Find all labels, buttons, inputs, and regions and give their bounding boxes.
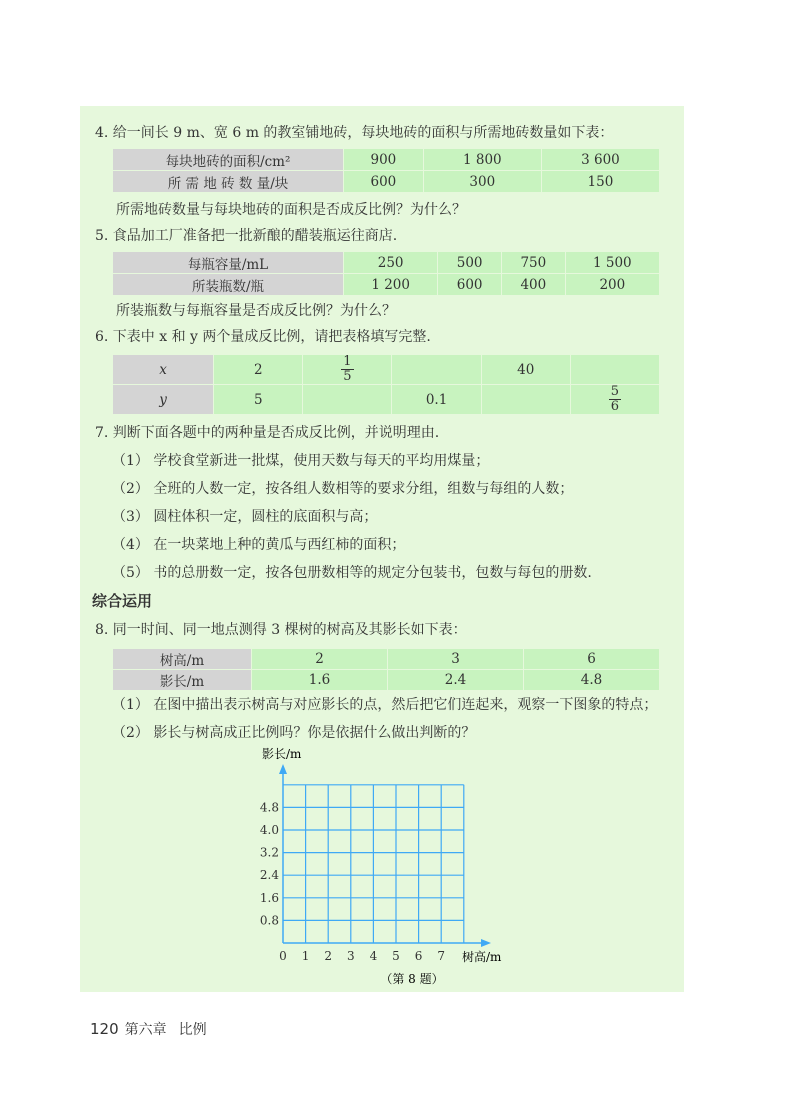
q4-row1-label: 每块地砖的面积/cm²	[113, 149, 344, 171]
x-tick-label: 2	[324, 949, 333, 963]
q8-table	[112, 648, 660, 691]
q4-cell: 300	[423, 171, 541, 193]
q5-row1-label: 每瓶容量/mL	[113, 252, 344, 274]
grid	[260, 764, 491, 963]
x-tick-label: 7	[437, 949, 446, 963]
q6-y-cell: 5	[214, 385, 303, 415]
frac-den: 5	[343, 369, 352, 384]
q8-item: （1） 在图中描出表示树高与对应影长的点，然后把它们连起来，观察一下图象的特点；	[112, 697, 658, 713]
q7-item: （4） 在一块菜地上种的黄瓜与西红柿的面积；	[112, 537, 406, 553]
q8-row1-label: 树高/m	[113, 649, 252, 670]
q6-x-cell-blank	[570, 355, 659, 385]
x-tick-label: 5	[392, 949, 400, 963]
q5-table	[112, 251, 660, 296]
q7-item: （2） 全班的人数一定，按各组人数相等的要求分组，组数与每组的人数；	[112, 481, 574, 497]
y-axis-arrow	[279, 764, 287, 774]
q5-cell: 750	[501, 252, 565, 274]
q6-table	[112, 354, 660, 415]
q5-row2-label: 所装瓶数/瓶	[113, 274, 344, 296]
q6-x-cell: 2	[214, 355, 303, 385]
q8-cell: 3	[388, 649, 524, 670]
q5-cell: 500	[438, 252, 502, 274]
q8-cell: 4.8	[524, 670, 660, 691]
x-tick-label: 6	[414, 949, 423, 963]
y-tick-label: 2.4	[259, 868, 279, 883]
q8-cell: 2.4	[388, 670, 524, 691]
q6-x-cell: 40	[481, 355, 570, 385]
q4-question: 所需地砖数量与每块地砖的面积是否成反比例？为什么？	[116, 202, 466, 218]
x-axis-arrow	[481, 939, 491, 947]
q5-cell: 1 500	[565, 252, 659, 274]
q6-x-cell-blank	[392, 355, 481, 385]
frac-num: 5	[610, 384, 620, 399]
q6-y-cell: 0.1	[392, 385, 481, 415]
q5-cell: 1 200	[344, 274, 438, 296]
chapter-label: 第六章	[124, 1022, 167, 1038]
page-number: 120	[90, 1020, 119, 1038]
q4-cell: 1 800	[423, 149, 541, 171]
chapter-title: 比例	[178, 1022, 207, 1038]
x-axis-label: 树高/m	[462, 950, 502, 964]
figure-caption: （第 8 题）	[380, 972, 444, 986]
q8-cell: 6	[524, 649, 660, 670]
q5-cell: 400	[501, 274, 565, 296]
q8-item: （2） 影长与树高成正比例吗？你是依据什么做出判断的？	[112, 725, 476, 741]
frac-num: 1	[343, 354, 352, 369]
page-footer	[90, 1019, 207, 1039]
q7-item: （5） 书的总册数一定，按各包册数相等的规定分包装书，包数与每包的册数.	[112, 565, 592, 581]
y-tick-label: 0.8	[259, 913, 279, 928]
q8-row2-label: 影长/m	[113, 670, 252, 691]
q5-cell: 200	[565, 274, 659, 296]
q6-y-cell-blank	[481, 385, 570, 415]
q6-y-label: y	[113, 385, 214, 415]
q5-question: 所装瓶数与每瓶容量是否成反比例？为什么？	[116, 303, 396, 319]
q5-cell: 600	[438, 274, 502, 296]
q6-x-label: x	[113, 355, 214, 385]
q6-y-cell-blank	[303, 385, 392, 415]
y-tick-label: 3.2	[259, 845, 279, 860]
frac-den: 6	[610, 399, 620, 414]
q7-item: （1） 学校食堂新进一批煤，使用天数与每天的平均用煤量；	[112, 453, 490, 469]
section-title: 综合运用	[92, 592, 153, 610]
y-axis-label: 影长/m	[262, 747, 302, 761]
x-tick-label: 3	[346, 949, 355, 963]
q4-cell: 150	[541, 171, 659, 193]
q4-table	[112, 148, 660, 193]
fraction-one-fifth	[341, 355, 353, 384]
fraction-five-sixths	[609, 385, 621, 414]
q4-text: 4. 给一间长 9 m、宽 6 m 的教室铺地砖，每块地砖的面积与所需地砖数量如下表：	[95, 125, 614, 141]
q5-cell: 250	[344, 252, 438, 274]
q8-cell: 2	[252, 649, 388, 670]
y-tick-label: 4.8	[259, 800, 279, 815]
q7-text: 7. 判断下面各题中的两种量是否成反比例，并说明理由.	[95, 425, 440, 441]
q4-cell: 3 600	[541, 149, 659, 171]
y-tick-label: 1.6	[259, 890, 279, 905]
q4-row2-label: 所 需 地 砖 数 量/块	[113, 171, 344, 193]
q4-cell: 900	[344, 149, 424, 171]
y-tick-label: 4.0	[259, 823, 279, 837]
q8-grid-figure	[240, 740, 530, 995]
q8-cell: 1.6	[252, 670, 388, 691]
q5-text: 5. 食品加工厂准备把一批新酿的醋装瓶运往商店.	[95, 228, 398, 244]
q6-x-cell	[303, 355, 392, 385]
q6-text: 6. 下表中 x 和 y 两个量成反比例，请把表格填写完整.	[95, 329, 431, 345]
q8-text: 8. 同一时间、同一地点测得 3 棵树的树高及其影长如下表：	[95, 622, 467, 638]
q4-cell: 600	[344, 171, 424, 193]
x-tick-label: 4	[369, 949, 378, 963]
q7-item: （3） 圆柱体积一定，圆柱的底面积与高；	[112, 509, 378, 525]
x-tick-label: 0	[279, 949, 287, 963]
q6-y-cell	[570, 385, 659, 415]
x-tick-label: 1	[301, 949, 310, 963]
